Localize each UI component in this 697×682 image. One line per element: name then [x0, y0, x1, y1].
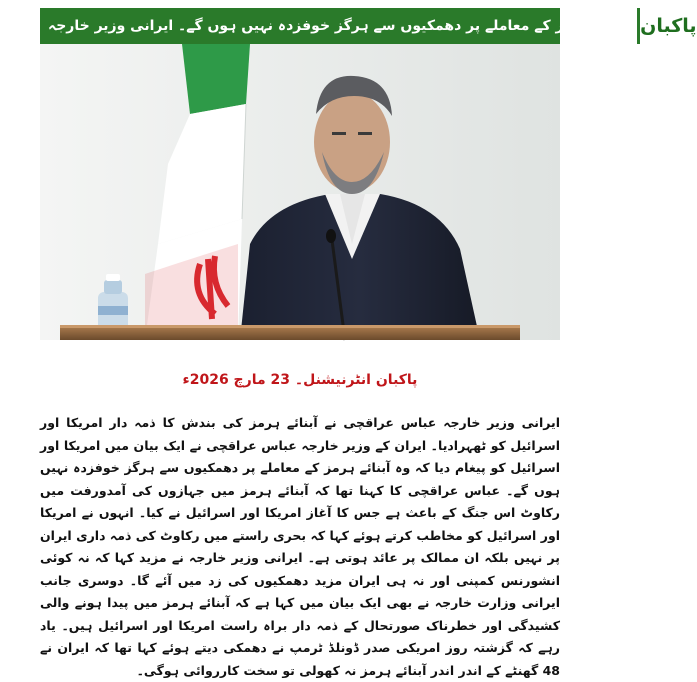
headline-bar [40, 8, 697, 44]
headline-title: آبنائے ہرمز کے معاملے پر دھمکیوں سے ہرگز خوفزدہ نہیں ہوں گے۔ ایرانی وزیر خارجہ [48, 18, 630, 34]
lectern [60, 325, 520, 340]
news-photo [40, 44, 560, 340]
photo-illustration [40, 44, 560, 340]
article-body: ایرانی وزیر خارجہ عباس عراقچی نے آبنائے ہرمز کی بندش کا ذمہ دار امریکا اور اسرائیل کو ٹھہرادیا۔ ایران کے وزیر خارجہ عباس عراقچی نے ایک بیان میں امریکا اور اسرائیل کو پیغام دیا کہ وہ آبنائے ہرمز کے معاملے پر دھمکیوں سے ہرگز خوفزدہ نہیں ہوں گے۔ عباس عراقچی کا کہنا تھا کہ آبنائے ہرمز میں جہازوں کی آمدورفت میں رکاوٹ اس جنگ کے باعث ہے جس کا آغاز امریکا اور اسرائیل نے کیا۔ انہوں نے امریکا اور اسرائیل کو مخاطب کرتے ہوئے کہا کہ بحری راستے میں رکاوٹ کی ذمہ داری ایران پر نہیں بلکہ ان ممالک پر عائد ہوتی ہے۔ ایرانی وزیر خارجہ نے مزید کہا کہ نہ کوئی انشورنس کمپنی اور نہ ہی ایران مزید دھمکیوں کی زد میں آئے گا۔ دوسری جانب ایرانی وزارت خارجہ نے بھی ایک بیان میں کہا ہے کہ آبنائے ہرمز میں پیدا ہونے والی کشیدگی اور خطرناک صورتحال کے ذمہ دار براہ راست امریکا اور اسرائیل ہیں۔ یاد رہے کہ گزشتہ روز امریکی صدر ڈونلڈ ٹرمپ نے دھمکی دیتے ہوئے کہا تھا کہ ایران نے 48 گھنٹے کے اندر اندر آبنائے ہرمز نہ کھولی تو سخت کارروائی ہوگی۔ [40, 415, 560, 678]
brand-name: پاکبان [640, 15, 697, 37]
brand-logo [637, 8, 696, 44]
dateline: پاکبان انٹرنیشنل۔ 23 مارچ 2026ء [182, 372, 418, 388]
